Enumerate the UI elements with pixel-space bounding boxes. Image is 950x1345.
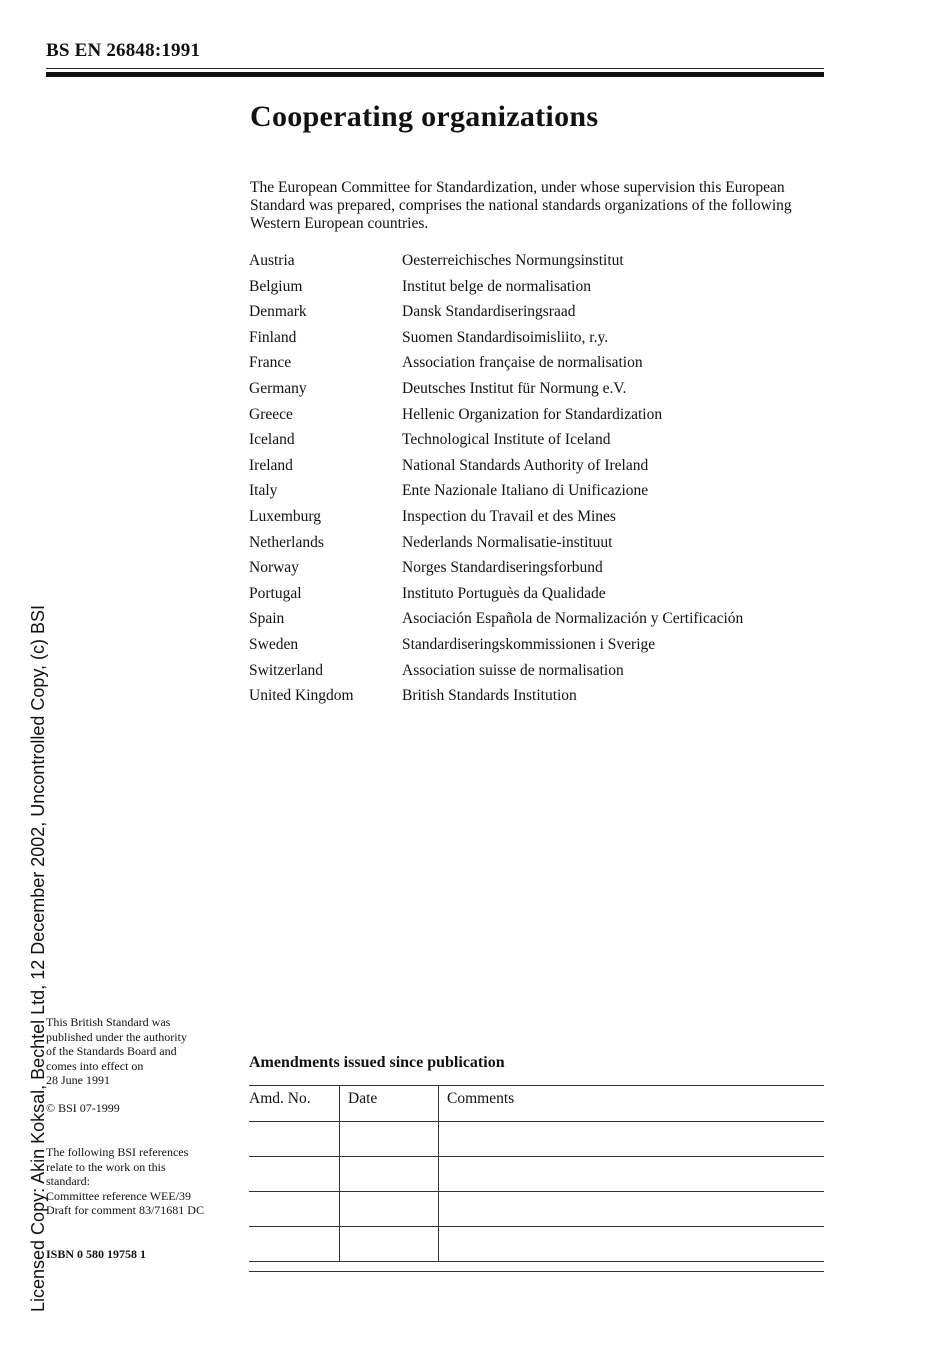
amendment-cell — [249, 1122, 340, 1157]
amendment-cell — [439, 1122, 825, 1157]
amendments-header-row — [249, 1086, 824, 1122]
amendment-cell — [439, 1157, 825, 1192]
country-name: United Kingdom — [249, 687, 354, 705]
country-name: Italy — [249, 482, 278, 500]
header-rule-thin — [46, 68, 824, 69]
amendment-cell — [249, 1227, 340, 1262]
country-name: Portugal — [249, 584, 302, 602]
organization-name: Inspection du Travail et des Mines — [402, 507, 616, 525]
isbn: ISBN 0 580 19758 1 — [46, 1247, 147, 1261]
publication-note-line: of the Standards Board and — [46, 1044, 177, 1058]
references-note-line: The following BSI references — [46, 1145, 189, 1159]
organization-name: Association suisse de normalisation — [402, 661, 624, 679]
intro-paragraph: The European Committee for Standardization, under whose supervision this European Standard was prepared, comprises the national standards organizations of the following Western European countries. — [250, 179, 792, 232]
copyright-note: © BSI 07-1999 — [46, 1101, 120, 1115]
header-rule-thick — [46, 72, 824, 77]
column-header-date: Date — [340, 1086, 439, 1122]
amendment-cell — [340, 1192, 439, 1227]
country-name: Germany — [249, 379, 307, 397]
organization-name: Hellenic Organization for Standardization — [402, 405, 663, 423]
amendment-cell — [249, 1192, 340, 1227]
country-name: Greece — [249, 405, 293, 423]
organization-name: Dansk Standardiseringsraad — [402, 303, 576, 321]
organization-name: Ente Nazionale Italiano di Unificazione — [402, 482, 649, 500]
country-name: Finland — [249, 328, 297, 346]
country-name: Switzerland — [249, 661, 324, 679]
references-note-line: Committee reference WEE/39 — [46, 1188, 192, 1203]
column-header-comments: Comments — [439, 1086, 825, 1122]
amendment-cell — [249, 1157, 340, 1192]
organization-name: Instituto Portuguès da Qualidade — [402, 584, 606, 602]
amendment-cell — [439, 1192, 825, 1227]
amendments-table — [249, 1085, 824, 1262]
document-code: BS EN 26848:1991 — [46, 40, 201, 61]
organization-name: National Standards Authority of Ireland — [402, 456, 649, 474]
country-name: Ireland — [249, 456, 293, 474]
organization-name: Oesterreichisches Normungsinstitut — [402, 252, 624, 269]
country-name: Netherlands — [249, 533, 324, 551]
organization-name: Technological Institute of Iceland — [402, 431, 611, 449]
organization-name: Deutsches Institut für Normung e.V. — [402, 379, 627, 397]
publication-note-line: 28 June 1991 — [46, 1073, 110, 1087]
organization-name: Association française de normalisation — [402, 354, 643, 372]
country-name: Sweden — [249, 635, 299, 653]
amendment-row — [249, 1157, 824, 1192]
footer-rule — [249, 1271, 824, 1272]
amendments-title: Amendments issued since publication — [249, 1054, 505, 1071]
country-name: Iceland — [249, 431, 295, 449]
country-name: Belgium — [249, 277, 303, 295]
organization-name: Asociación Española de Normalización y Certificación — [402, 610, 744, 628]
amendment-row — [249, 1192, 824, 1227]
organization-name: Nederlands Normalisatie-instituut — [402, 533, 613, 551]
references-note-line: standard: — [46, 1174, 90, 1188]
page-title: Cooperating organizations — [250, 100, 599, 133]
country-name: Luxemburg — [249, 507, 322, 525]
country-name: France — [249, 354, 292, 372]
references-note-line: Draft for comment 83/71681 DC — [46, 1203, 204, 1217]
publication-note — [46, 1015, 246, 1088]
country-name: Austria — [249, 252, 295, 269]
amendment-row — [249, 1227, 824, 1262]
organization-name: British Standards Institution — [402, 687, 577, 705]
references-note — [46, 1145, 246, 1218]
amendment-cell — [340, 1157, 439, 1192]
organization-name: Suomen Standardisoimisliito, r.y. — [402, 328, 609, 346]
organization-name: Institut belge de normalisation — [402, 277, 591, 295]
organization-name: Norges Standardiseringsforbund — [402, 559, 603, 577]
publication-note-line: comes into effect on — [46, 1058, 144, 1073]
country-name: Denmark — [249, 303, 307, 321]
amendment-cell — [439, 1227, 825, 1262]
country-name: Norway — [249, 559, 299, 577]
organization-name: Standardiseringskommissionen i Sverige — [402, 635, 656, 653]
amendment-row — [249, 1122, 824, 1157]
license-watermark: Licensed Copy: Akin Koksal, Bechtel Ltd, 12 December 2002, Uncontrolled Copy, (c) BSI — [28, 604, 48, 1312]
column-header-amd-no: Amd. No. — [249, 1086, 340, 1122]
amendment-cell — [340, 1227, 439, 1262]
references-note-line: relate to the work on this — [46, 1159, 166, 1174]
publication-note-line: This British Standard was — [46, 1015, 171, 1029]
amendment-cell — [340, 1122, 439, 1157]
country-name: Spain — [249, 610, 285, 628]
publication-note-line: published under the authority — [46, 1029, 187, 1044]
